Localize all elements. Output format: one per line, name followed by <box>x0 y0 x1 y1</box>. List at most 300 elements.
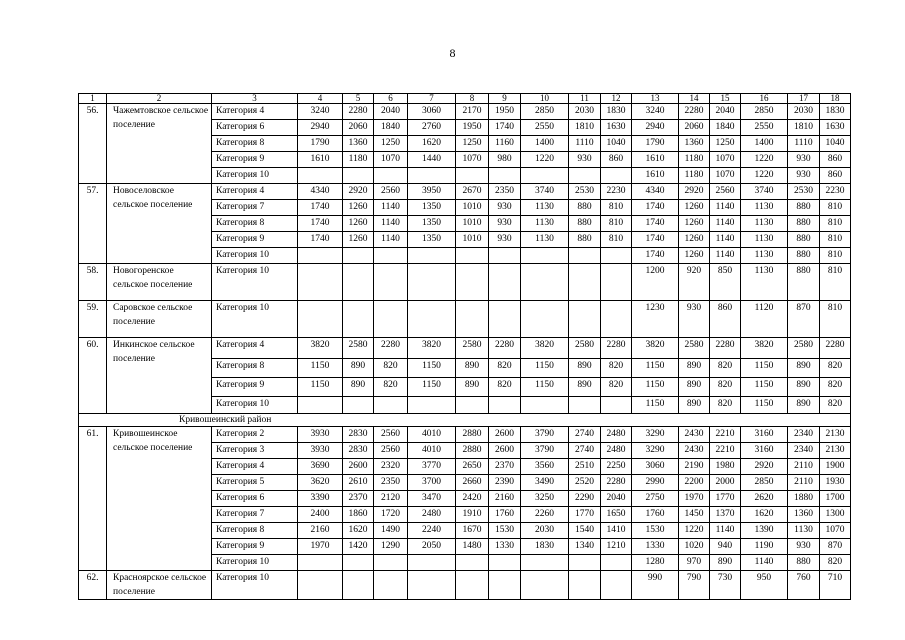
value-cell: 1450 <box>679 507 710 523</box>
column-header: 3 <box>212 94 298 104</box>
value-cell: 2580 <box>456 338 489 359</box>
value-cell: 2160 <box>298 523 343 539</box>
value-cell <box>298 264 343 301</box>
value-cell: 1140 <box>710 200 741 216</box>
category-label: Категория 10 <box>212 168 298 184</box>
category-label: Категория 8 <box>212 216 298 232</box>
value-cell: 860 <box>601 152 632 168</box>
value-cell: 2580 <box>569 338 601 359</box>
table-row <box>79 301 851 338</box>
value-cell: 2560 <box>374 427 408 443</box>
value-cell: 1410 <box>601 523 632 539</box>
column-header: 4 <box>298 94 343 104</box>
category-label: Категория 4 <box>212 104 298 120</box>
value-cell: 2390 <box>489 475 521 491</box>
column-header: 1 <box>79 94 107 104</box>
value-cell: 3820 <box>408 338 456 359</box>
value-cell: 1140 <box>741 555 788 571</box>
value-cell <box>374 264 408 301</box>
value-cell: 1160 <box>489 136 521 152</box>
value-cell: 3490 <box>521 475 569 491</box>
column-header: 2 <box>107 94 212 104</box>
value-cell: 1180 <box>679 168 710 184</box>
value-cell: 790 <box>679 571 710 600</box>
value-cell: 2280 <box>343 104 374 120</box>
value-cell: 3820 <box>521 338 569 359</box>
value-cell <box>521 555 569 571</box>
value-cell <box>489 248 521 264</box>
value-cell: 2110 <box>788 459 820 475</box>
column-header: 7 <box>408 94 456 104</box>
value-cell: 2550 <box>741 120 788 136</box>
value-cell: 1420 <box>343 539 374 555</box>
value-cell: 1220 <box>521 152 569 168</box>
settlement-name: Саровское сельское поселение <box>107 301 212 338</box>
value-cell: 2240 <box>408 523 456 539</box>
value-cell: 1130 <box>741 232 788 248</box>
settlement-name: Красноярское сельское поселение <box>107 571 212 600</box>
value-cell: 880 <box>788 200 820 216</box>
table-row <box>79 427 851 443</box>
value-cell: 1130 <box>741 248 788 264</box>
value-cell: 2880 <box>456 443 489 459</box>
value-cell: 2290 <box>569 491 601 507</box>
value-cell: 1190 <box>741 539 788 555</box>
table-row <box>79 264 851 301</box>
value-cell: 2740 <box>569 427 601 443</box>
value-cell: 3390 <box>298 491 343 507</box>
value-cell: 3160 <box>741 443 788 459</box>
value-cell: 1620 <box>741 507 788 523</box>
value-cell: 1740 <box>298 232 343 248</box>
value-cell: 1260 <box>343 200 374 216</box>
value-cell: 1120 <box>741 301 788 338</box>
value-cell: 1280 <box>632 555 679 571</box>
value-cell <box>521 301 569 338</box>
value-cell: 890 <box>679 397 710 414</box>
value-cell: 1400 <box>521 136 569 152</box>
value-cell: 880 <box>788 216 820 232</box>
value-cell: 1530 <box>632 523 679 539</box>
value-cell: 2510 <box>569 459 601 475</box>
value-cell: 2170 <box>456 104 489 120</box>
column-header: 16 <box>741 94 788 104</box>
value-cell: 890 <box>788 359 820 378</box>
value-cell: 1260 <box>679 216 710 232</box>
value-cell: 930 <box>489 216 521 232</box>
value-cell: 1840 <box>374 120 408 136</box>
value-cell: 890 <box>679 359 710 378</box>
value-cell: 3700 <box>408 475 456 491</box>
value-cell: 1250 <box>374 136 408 152</box>
value-cell: 2280 <box>820 338 851 359</box>
value-cell <box>343 248 374 264</box>
value-cell <box>456 571 489 600</box>
value-cell: 2280 <box>489 338 521 359</box>
value-cell: 2030 <box>521 523 569 539</box>
value-cell <box>489 168 521 184</box>
value-cell <box>569 555 601 571</box>
value-cell: 1610 <box>632 168 679 184</box>
value-cell: 1810 <box>788 120 820 136</box>
category-label: Категория 7 <box>212 200 298 216</box>
value-cell: 890 <box>679 378 710 397</box>
value-cell: 2130 <box>820 427 851 443</box>
value-cell <box>298 571 343 600</box>
page-number: 8 <box>449 46 456 60</box>
value-cell: 1300 <box>820 507 851 523</box>
value-cell: 3790 <box>521 427 569 443</box>
table-row <box>79 104 851 120</box>
value-cell <box>374 397 408 414</box>
value-cell <box>489 264 521 301</box>
value-cell: 880 <box>788 555 820 571</box>
value-cell: 2530 <box>788 184 820 200</box>
value-cell: 3060 <box>632 459 679 475</box>
value-cell: 3290 <box>632 427 679 443</box>
value-cell: 1740 <box>298 216 343 232</box>
value-cell: 3950 <box>408 184 456 200</box>
value-cell <box>569 248 601 264</box>
value-cell: 2940 <box>298 120 343 136</box>
category-label: Категория 10 <box>212 264 298 301</box>
value-cell: 1140 <box>710 248 741 264</box>
value-cell <box>456 248 489 264</box>
value-cell: 980 <box>489 152 521 168</box>
value-cell: 1260 <box>679 232 710 248</box>
header-row <box>79 94 851 104</box>
value-cell: 1130 <box>521 232 569 248</box>
value-cell: 1150 <box>298 359 343 378</box>
value-cell <box>374 555 408 571</box>
value-cell: 860 <box>820 168 851 184</box>
value-cell: 1910 <box>456 507 489 523</box>
value-cell: 1610 <box>298 152 343 168</box>
value-cell: 1110 <box>788 136 820 152</box>
value-cell: 1150 <box>521 359 569 378</box>
value-cell: 810 <box>820 264 851 301</box>
value-cell <box>343 301 374 338</box>
value-cell: 810 <box>820 232 851 248</box>
category-label: Категория 2 <box>212 427 298 443</box>
value-cell: 3470 <box>408 491 456 507</box>
value-cell: 1070 <box>820 523 851 539</box>
value-cell: 3770 <box>408 459 456 475</box>
column-header: 17 <box>788 94 820 104</box>
value-cell: 1340 <box>569 539 601 555</box>
value-cell <box>298 555 343 571</box>
value-cell: 930 <box>788 539 820 555</box>
value-cell: 1020 <box>679 539 710 555</box>
value-cell: 1610 <box>632 152 679 168</box>
value-cell: 1830 <box>521 539 569 555</box>
value-cell: 3290 <box>632 443 679 459</box>
value-cell: 2850 <box>741 104 788 120</box>
value-cell: 1970 <box>679 491 710 507</box>
value-cell: 890 <box>569 359 601 378</box>
value-cell: 1790 <box>298 136 343 152</box>
value-cell: 2040 <box>710 104 741 120</box>
value-cell: 1180 <box>679 152 710 168</box>
value-cell: 1740 <box>632 200 679 216</box>
value-cell: 1140 <box>374 200 408 216</box>
value-cell: 810 <box>601 232 632 248</box>
value-cell: 1140 <box>710 232 741 248</box>
value-cell: 1440 <box>408 152 456 168</box>
district-row <box>79 414 851 427</box>
value-cell: 890 <box>343 359 374 378</box>
row-number: 61. <box>79 427 107 571</box>
value-cell: 2160 <box>489 491 521 507</box>
category-label: Категория 10 <box>212 571 298 600</box>
value-cell: 1290 <box>374 539 408 555</box>
value-cell: 850 <box>710 264 741 301</box>
value-cell: 1490 <box>374 523 408 539</box>
settlement-name: Кривошеинское сельское поселение <box>107 427 212 571</box>
value-cell <box>521 168 569 184</box>
value-cell: 2920 <box>343 184 374 200</box>
category-label: Категория 10 <box>212 397 298 414</box>
value-cell: 4010 <box>408 443 456 459</box>
column-header: 6 <box>374 94 408 104</box>
value-cell: 710 <box>820 571 851 600</box>
value-cell: 2210 <box>710 427 741 443</box>
value-cell: 2740 <box>569 443 601 459</box>
value-cell: 1130 <box>788 523 820 539</box>
category-label: Категория 6 <box>212 120 298 136</box>
value-cell: 2560 <box>374 443 408 459</box>
value-cell: 2600 <box>489 427 521 443</box>
value-cell: 3820 <box>632 338 679 359</box>
value-cell <box>489 397 521 414</box>
value-cell <box>601 571 632 600</box>
value-cell <box>601 301 632 338</box>
value-cell: 2430 <box>679 427 710 443</box>
value-cell <box>408 571 456 600</box>
category-label: Категория 10 <box>212 555 298 571</box>
value-cell: 2400 <box>298 507 343 523</box>
value-cell: 1950 <box>489 104 521 120</box>
value-cell: 1070 <box>456 152 489 168</box>
value-cell: 1360 <box>679 136 710 152</box>
value-cell: 890 <box>569 378 601 397</box>
value-cell: 1930 <box>820 475 851 491</box>
value-cell <box>374 168 408 184</box>
value-cell: 2480 <box>601 427 632 443</box>
value-cell <box>374 248 408 264</box>
value-cell: 820 <box>374 359 408 378</box>
value-cell: 2130 <box>820 443 851 459</box>
value-cell: 2580 <box>343 338 374 359</box>
tariff-table <box>78 93 851 600</box>
value-cell: 1260 <box>343 216 374 232</box>
category-label: Категория 9 <box>212 232 298 248</box>
category-label: Категория 7 <box>212 507 298 523</box>
value-cell: 1150 <box>741 397 788 414</box>
value-cell: 3930 <box>298 443 343 459</box>
value-cell: 2280 <box>679 104 710 120</box>
value-cell: 1150 <box>408 359 456 378</box>
value-cell: 1620 <box>408 136 456 152</box>
value-cell: 3790 <box>521 443 569 459</box>
value-cell: 1260 <box>679 200 710 216</box>
value-cell: 1040 <box>601 136 632 152</box>
value-cell: 2250 <box>601 459 632 475</box>
value-cell: 3060 <box>408 104 456 120</box>
value-cell: 3620 <box>298 475 343 491</box>
value-cell <box>569 397 601 414</box>
column-header: 9 <box>489 94 521 104</box>
value-cell: 880 <box>788 264 820 301</box>
value-cell <box>408 248 456 264</box>
value-cell: 810 <box>601 200 632 216</box>
value-cell: 1130 <box>741 264 788 301</box>
value-cell: 1830 <box>601 104 632 120</box>
value-cell: 1150 <box>521 378 569 397</box>
value-cell: 2280 <box>710 338 741 359</box>
value-cell: 1740 <box>632 248 679 264</box>
table-body <box>79 94 851 600</box>
value-cell: 820 <box>820 555 851 571</box>
row-number: 62. <box>79 571 107 600</box>
value-cell: 1150 <box>632 359 679 378</box>
column-header: 5 <box>343 94 374 104</box>
value-cell: 3240 <box>632 104 679 120</box>
value-cell <box>456 168 489 184</box>
value-cell: 1980 <box>710 459 741 475</box>
value-cell: 2350 <box>489 184 521 200</box>
value-cell: 870 <box>820 539 851 555</box>
value-cell <box>489 301 521 338</box>
value-cell: 1790 <box>632 136 679 152</box>
value-cell: 2600 <box>343 459 374 475</box>
value-cell: 1260 <box>679 248 710 264</box>
value-cell: 1630 <box>601 120 632 136</box>
column-header: 11 <box>569 94 601 104</box>
value-cell: 820 <box>710 397 741 414</box>
value-cell <box>408 168 456 184</box>
value-cell <box>569 571 601 600</box>
value-cell: 2660 <box>456 475 489 491</box>
value-cell: 1740 <box>632 232 679 248</box>
value-cell: 820 <box>820 397 851 414</box>
value-cell: 2280 <box>601 338 632 359</box>
value-cell <box>456 301 489 338</box>
value-cell: 820 <box>489 359 521 378</box>
category-label: Категория 10 <box>212 301 298 338</box>
value-cell <box>521 571 569 600</box>
value-cell: 2280 <box>601 475 632 491</box>
value-cell: 1180 <box>343 152 374 168</box>
value-cell: 1740 <box>632 216 679 232</box>
value-cell: 2350 <box>374 475 408 491</box>
value-cell: 2520 <box>569 475 601 491</box>
value-cell: 2610 <box>343 475 374 491</box>
value-cell: 1530 <box>489 523 521 539</box>
value-cell: 1350 <box>408 216 456 232</box>
value-cell: 3560 <box>521 459 569 475</box>
value-cell <box>521 397 569 414</box>
value-cell: 930 <box>489 232 521 248</box>
value-cell: 820 <box>820 378 851 397</box>
value-cell: 2210 <box>710 443 741 459</box>
value-cell: 1150 <box>632 397 679 414</box>
value-cell: 890 <box>456 378 489 397</box>
category-label: Категория 3 <box>212 443 298 459</box>
value-cell: 1860 <box>343 507 374 523</box>
value-cell <box>569 264 601 301</box>
row-number: 58. <box>79 264 107 301</box>
value-cell: 2580 <box>788 338 820 359</box>
value-cell: 1200 <box>632 264 679 301</box>
value-cell <box>489 555 521 571</box>
value-cell <box>374 301 408 338</box>
value-cell: 2370 <box>489 459 521 475</box>
value-cell: 1400 <box>741 136 788 152</box>
value-cell: 820 <box>601 359 632 378</box>
value-cell: 2920 <box>741 459 788 475</box>
value-cell: 1140 <box>710 216 741 232</box>
value-cell: 2340 <box>788 443 820 459</box>
value-cell: 820 <box>489 378 521 397</box>
value-cell: 970 <box>679 555 710 571</box>
value-cell: 1970 <box>298 539 343 555</box>
value-cell: 1010 <box>456 232 489 248</box>
table-row <box>79 184 851 200</box>
value-cell: 890 <box>343 378 374 397</box>
value-cell: 1150 <box>632 378 679 397</box>
category-label: Категория 9 <box>212 539 298 555</box>
value-cell: 2750 <box>632 491 679 507</box>
value-cell: 3240 <box>298 104 343 120</box>
value-cell: 1390 <box>741 523 788 539</box>
value-cell: 1110 <box>569 136 601 152</box>
column-header: 13 <box>632 94 679 104</box>
category-label: Категория 5 <box>212 475 298 491</box>
value-cell: 1650 <box>601 507 632 523</box>
value-cell: 820 <box>601 378 632 397</box>
value-cell <box>343 571 374 600</box>
value-cell <box>569 168 601 184</box>
value-cell: 1140 <box>374 232 408 248</box>
value-cell: 880 <box>569 232 601 248</box>
category-label: Категория 4 <box>212 338 298 359</box>
value-cell <box>601 397 632 414</box>
value-cell: 2850 <box>741 475 788 491</box>
value-cell: 890 <box>710 555 741 571</box>
value-cell: 810 <box>820 200 851 216</box>
value-cell: 1630 <box>820 120 851 136</box>
value-cell: 2340 <box>788 427 820 443</box>
value-cell: 1360 <box>343 136 374 152</box>
value-cell: 2530 <box>569 184 601 200</box>
value-cell: 3160 <box>741 427 788 443</box>
value-cell: 1700 <box>820 491 851 507</box>
value-cell: 930 <box>489 200 521 216</box>
value-cell: 1070 <box>710 168 741 184</box>
value-cell: 2920 <box>679 184 710 200</box>
category-label: Категория 8 <box>212 523 298 539</box>
value-cell: 1720 <box>374 507 408 523</box>
value-cell: 810 <box>820 216 851 232</box>
value-cell: 1260 <box>343 232 374 248</box>
value-cell: 810 <box>601 216 632 232</box>
value-cell: 2830 <box>343 427 374 443</box>
value-cell: 940 <box>710 539 741 555</box>
category-label: Категория 4 <box>212 459 298 475</box>
value-cell <box>601 264 632 301</box>
value-cell: 820 <box>710 359 741 378</box>
